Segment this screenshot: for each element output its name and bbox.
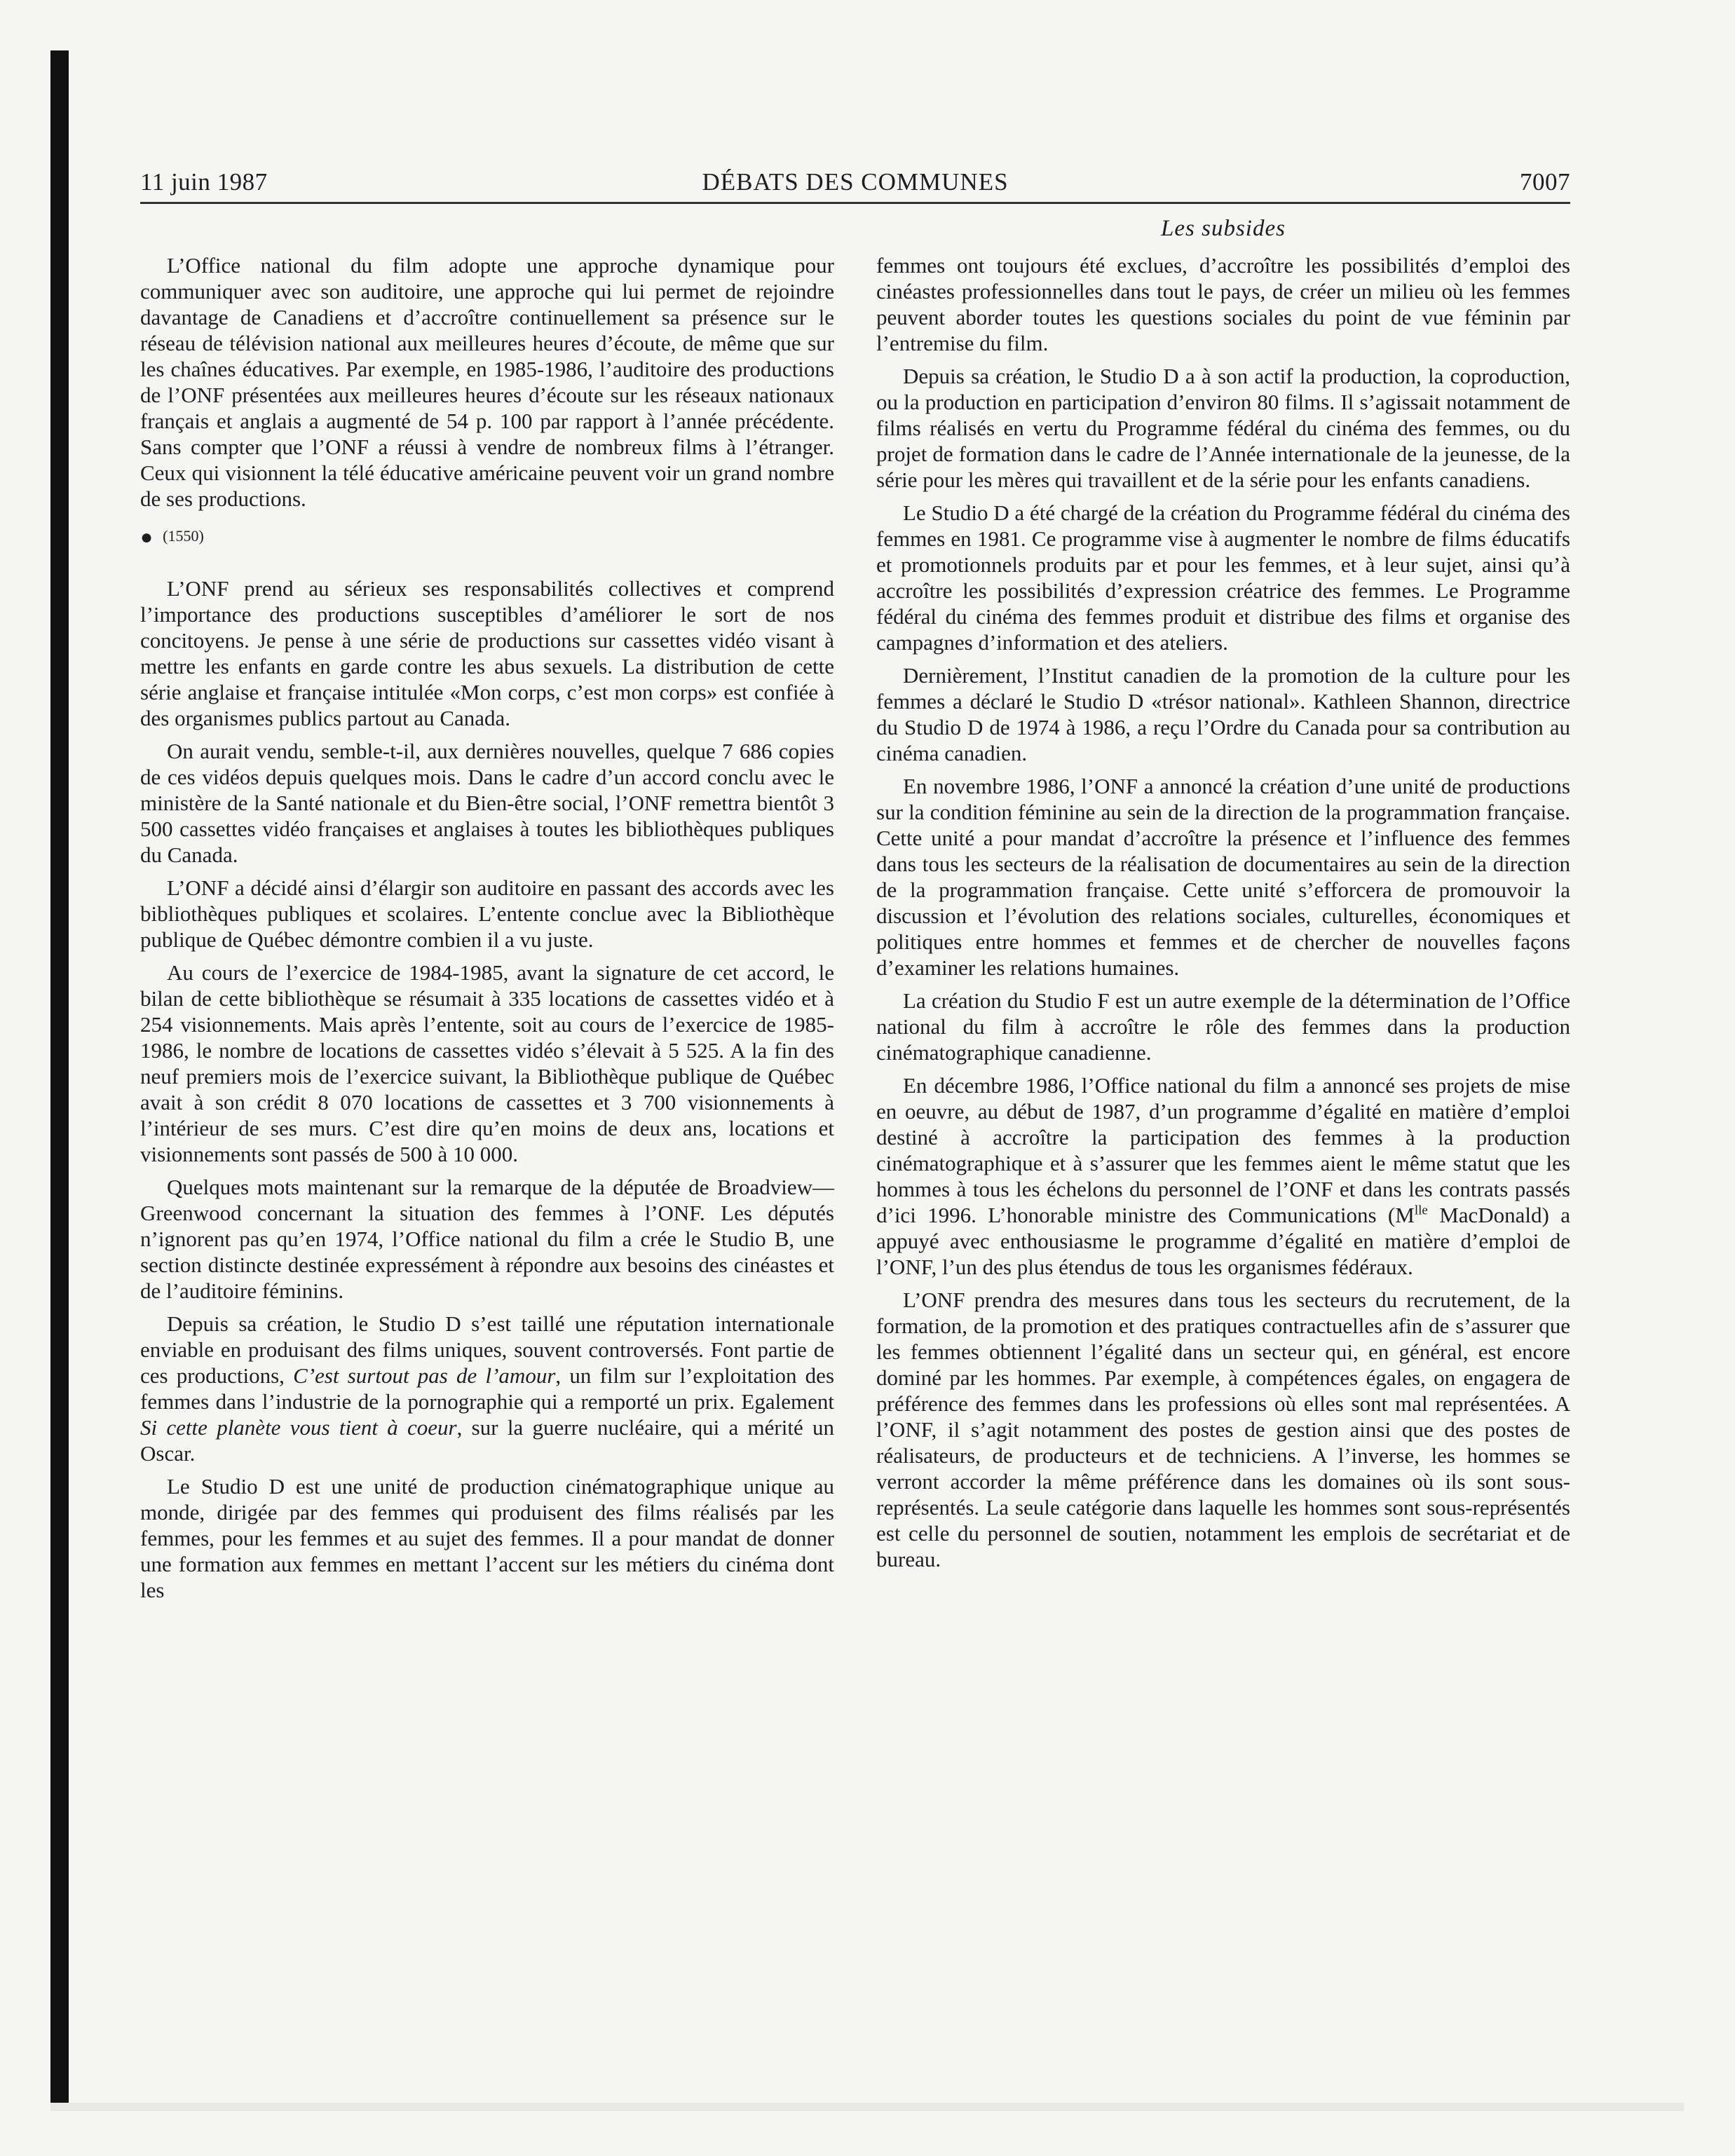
scan-bottom-edge <box>50 2103 1684 2111</box>
superscript: lle <box>1414 1203 1428 1218</box>
paragraph: Le Studio D est une unité de production cinématographique unique au monde, dirigée par des femmes qui produisent des films réalisés par les femmes, pour les femmes et au sujet des femmes. Il a pour mandat de donner une formation aux femmes en mettant l’accent sur les métiers du cinéma dont les <box>140 1474 834 1603</box>
text-run: , un film sur l’exploitation des femmes dans l’industrie de la pornographie qui a remporté un prix. Egalement <box>140 1363 835 1414</box>
scan-border <box>50 50 69 2111</box>
text-run: Depuis sa création, le Studio D s’est taillé une réputation internationale enviable en produisant des films uniques, souvent controversés. Font partie de ces productions, <box>140 1311 834 1389</box>
paragraph <box>140 1311 834 1466</box>
text-run: , sur la guerre nucléaire, qui a mérité un Oscar. <box>140 1415 834 1466</box>
header-rule <box>140 202 1570 204</box>
timestamp-marker <box>140 523 834 550</box>
left-column <box>140 252 834 1610</box>
paragraph: Au cours de l’exercice de 1984-1985, avant la signature de cet accord, le bilan de cette bibliothèque se résumait à 335 locations de cassettes vidéo et à 254 visionnements. Mais après l’entente, soit au cours de l’exercice de 1985-1986, le nombre de locations de cassettes vidéo s’élevait à 5 525. A la fin des neuf premiers mois de l’exercice suivant, la Bibliothèque publique de Québec avait à son crédit 8 070 locations de cassettes et 3 700 visionnements à l’intérieur de ses murs. C’est dire qu’en moins de deux ans, locations et visionnements sont passés de 500 à 10 000. <box>140 960 834 1167</box>
bullet-icon: ● <box>140 526 154 550</box>
paragraph: En novembre 1986, l’ONF a annoncé la création d’une unité de productions sur la condition féminine au sein de la direction de la programmation française. Cette unité a pour mandat d’accroître la présence et l’influence des femmes dans tous les secteurs de la réalisation de documentaires au sein de la direction de la programmation française. Cette unité s’efforcera de promouvoir la discussion et l’évolution des relations sociales, culturelles, économiques et politiques entre hommes et femmes et de chercher de nouvelles façons d’examiner les relations humaines. <box>876 774 1570 980</box>
paragraph: L’Office national du film adopte une approche dynamique pour communiquer avec son auditoire, une approche qui lui permet de rejoindre davantage de Canadiens et d’accroître continuellement sa présence sur le réseau de télévision national aux meilleures heures d’écoute, de même que sur les chaînes éducatives. Par exemple, en 1985-1986, l’auditoire des productions de l’ONF présentées aux meilleures heures d’écoute sur les réseaux nationaux français et anglais a augmenté de 54 p. 100 par rapport à l’année précédente. Sans compter que l’ONF a réussi à vendre de nombreux films à l’étranger. Ceux qui visionnent la télé éducative américaine peuvent voir un grand nombre de ses productions. <box>140 253 834 511</box>
paragraph: Depuis sa création, le Studio D a à son actif la production, la coproduction, ou la production en participation d’environ 80 films. Il s’agissait notamment de films réalisés en vertu du Programme fédéral du cinéma des femmes, ou du projet de formation dans le cadre de l’Année internationale de la jeunesse, de la série pour les mères qui travaillent et de la série pour les enfants canadiens. <box>876 364 1570 492</box>
paragraph: Le Studio D a été chargé de la création du Programme fédéral du cinéma des femmes en 1981. Ce programme vise à augmenter le nombre de films éducatifs et promotionnels produits par et pour les femmes, et à leur sujet, ainsi qu’à accroître les possibilités d’expression créatrice des femmes. Le Programme fédéral du cinéma des femmes produit et distribue des films et organise des campagnes d’information et des ateliers. <box>876 500 1570 655</box>
paragraph: La création du Studio F est un autre exemple de la détermination de l’Office national du film à accroître le rôle des femmes dans la production cinématographique canadienne. <box>876 988 1570 1065</box>
page-number: 7007 <box>1520 168 1570 196</box>
running-header <box>140 168 1570 203</box>
timestamp: (1550) <box>163 527 204 545</box>
paragraph: L’ONF a décidé ainsi d’élargir son auditoire en passant des accords avec les bibliothèques publiques et scolaires. L’entente conclue avec la Bibliothèque publique de Québec démontre combien il a vu juste. <box>140 875 834 953</box>
film-title: C’est surtout pas de l’amour <box>293 1363 556 1389</box>
paragraph: On aurait vendu, semble-t-il, aux dernières nouvelles, quelque 7 686 copies de ces vidéos depuis quelques mois. Dans le cadre d’un accord conclu avec le ministère de la Santé nationale et du Bien-être social, l’ONF remettra bientôt 3 500 cassettes vidéo françaises et anglaises à toutes les bibliothèques publiques du Canada. <box>140 739 834 868</box>
paragraph: L’ONF prendra des mesures dans tous les secteurs du recrutement, de la formation, de la promotion et des pratiques contractuelles afin de s’assurer que les femmes obtiennent l’égalité dans un secteur qui, en général, est encore dominé par les hommes. Par exemple, à compétences égales, on engagera de préférence des femmes dans les professions où elles sont mal représentées. A l’ONF, il s’agit notamment des postes de gestion ainsi que des postes de réalisateurs, de producteurs et de techniciens. A l’inverse, les hommes se verront accorder la même préférence dans les domaines où ils sont sous-représentés. La seule catégorie dans laquelle les hommes sont sous-représentés est celle du personnel de soutien, notamment les emplois de secrétariat et de bureau. <box>876 1288 1570 1571</box>
paragraph: Quelques mots maintenant sur la remarque de la députée de Broadview—Greenwood concernant la situation des femmes à l’ONF. Les députés n’ignorent pas qu’en 1974, l’Office national du film a crée le Studio B, une section distincte destinée expressément à répondre aux besoins des cinéastes et de l’auditoire féminins. <box>140 1175 834 1304</box>
header-date: 11 juin 1987 <box>140 168 268 196</box>
section-subhead: Les subsides <box>1161 216 1286 241</box>
document-page <box>140 168 1570 2089</box>
text-run: MacDonald) a appuyé avec enthousiasme le programme d’égalité en matière d’emploi de l’ONF, l’un des plus étendus de tous les organismes fédéraux. <box>876 1203 1570 1279</box>
header-title: DÉBATS DES COMMUNES <box>702 168 1009 196</box>
right-column <box>876 252 1570 1579</box>
film-title: Si cette planète vous tient à coeur <box>140 1415 457 1440</box>
paragraph <box>876 1072 1570 1280</box>
paragraph: L’ONF prend au sérieux ses responsabilités collectives et comprend l’importance des productions susceptibles d’améliorer le sort de nos concitoyens. Je pense à une série de productions sur cassettes vidéo visant à mettre les enfants en garde contre les abus sexuels. La distribution de cette série anglaise et française intitulée «Mon corps, c’est mon corps» est confiée à des organismes publics partout au Canada. <box>140 576 834 731</box>
paragraph-continued: femmes ont toujours été exclues, d’accroître les possibilités d’emploi des cinéastes professionnelles dans tout le pays, de créer un milieu où les femmes peuvent aborder toutes les questions sociales du point de vue féminin par l’entremise du film. <box>876 253 1570 355</box>
text-run: En décembre 1986, l’Office national du film a annoncé ses projets de mise en oeuvre, au début de 1987, d’un programme d’égalité en matière d’emploi destiné à accroître la participation des femmes à la production cinématographique et à s’assurer que les femmes aient le même statut que les hommes à tous les échelons du personnel de l’ONF et dans les contrats passés d’ici 1996. L’honorable ministre des Communications (M <box>876 1073 1570 1227</box>
paragraph: Dernièrement, l’Institut canadien de la promotion de la culture pour les femmes a déclaré le Studio D «trésor national». Kathleen Shannon, directrice du Studio D de 1974 à 1986, a reçu l’Ordre du Canada pour sa contribution au cinéma canadien. <box>876 663 1570 765</box>
